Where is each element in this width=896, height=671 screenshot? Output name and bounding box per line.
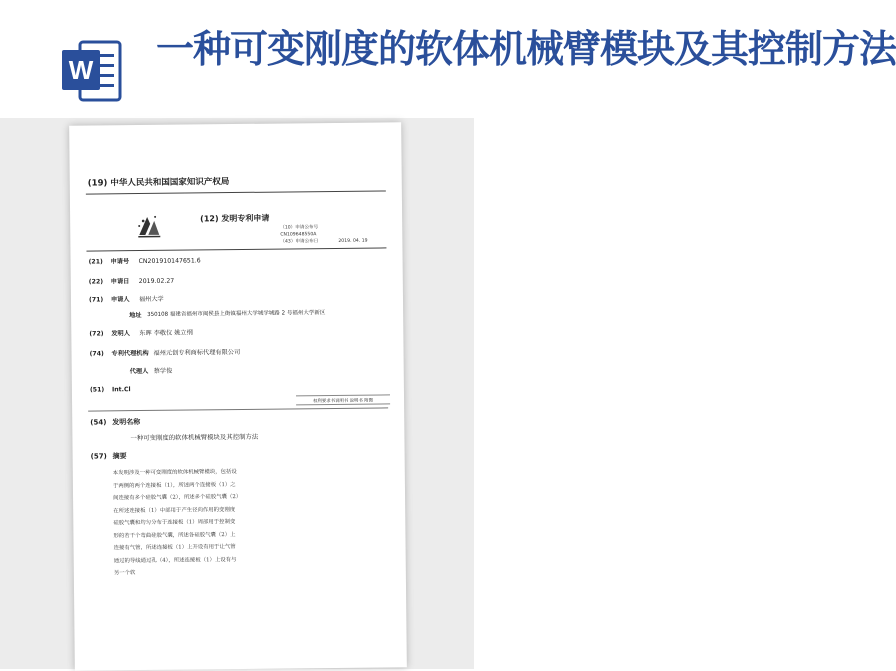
header-divider <box>86 190 386 194</box>
field-code: (51) <box>89 386 105 394</box>
abstract-label: 摘要 <box>112 452 127 461</box>
field-label: 专利代理机构 <box>111 349 149 358</box>
field-label: 代理人 <box>129 367 149 376</box>
field-value: 2019.02.27 <box>138 277 175 286</box>
watermark <box>149 258 373 390</box>
invention-title: 一种可变刚度的软体机械臂模块及其控制方法 <box>130 432 259 443</box>
section-box: 权利要求书说明书 说明书 附图 <box>296 394 390 405</box>
field-value: 福州元创专利商标代理有限公司 <box>153 348 241 357</box>
title-label: 发明名称 <box>112 418 141 427</box>
field-label: 申请人 <box>110 296 130 304</box>
patent-document <box>69 122 407 670</box>
field-code: (22) <box>88 278 104 286</box>
cnipa-seal-icon <box>134 211 164 241</box>
field-label: 申请号 <box>110 258 130 266</box>
word-document-icon <box>62 38 122 104</box>
field-label: 申请日 <box>110 278 130 286</box>
field-code: (71) <box>88 296 104 304</box>
field-value: 350108 福建省福州市闽侯县上街镇福州大学城学城路 2 号福州大学新区 <box>147 310 326 318</box>
banner-title: 一种可变刚度的软体机械臂模块及其控制方法 <box>156 27 896 71</box>
field-label: 发明人 <box>111 330 130 338</box>
fields-divider <box>88 407 388 411</box>
header-banner <box>0 0 896 118</box>
field-value: CN201910147651.6 <box>138 257 201 266</box>
office-line: (19) 中华人民共和国国家知识产权局 <box>87 177 230 189</box>
word-letter: W <box>68 55 94 85</box>
field-value: 蔡学俊 <box>153 367 173 375</box>
pub-date-label: （43）申请公布日 <box>280 239 319 245</box>
abstract-code: (57) <box>90 452 107 461</box>
pub-date-value: 2019. 04. 19 <box>338 238 368 244</box>
title-code: (54) <box>90 418 107 427</box>
pub-no-value: CN109648550A <box>280 232 317 238</box>
field-value: 福州大学 <box>138 295 164 304</box>
field-code: (74) <box>89 350 104 358</box>
field-code: (21) <box>88 258 103 266</box>
field-label: Int.Cl <box>111 386 131 394</box>
field-value: 东晖 李敬仪 姚立纲 <box>139 329 193 338</box>
abstract-text: 本发明涉及一种可变刚度的软体机械臂模块，包括设于两侧的两个连接板（1），所述两个连接板（1）之间连接有多个硅胶气囊（2），所述多个硅胶气囊（2）在所述连接板（1）中部用于产生径向作用的变刚度硅胶气囊和均匀分布于连接板（1）周部用于控制变形的若干个弯曲硅胶气囊，所述各硅胶气囊（2）上连接有气管，所述连接板（1）上开设有用于让气管通过的导线通过孔（4），所述连接板（1）上设有与另一个软 <box>112 469 239 577</box>
pub-no-label: （10）申请公布号 <box>280 225 319 231</box>
field-label: 地址 <box>129 312 142 320</box>
field-code: (72) <box>89 330 104 338</box>
meta-divider <box>86 247 386 251</box>
doc-type: (12) 发明专利申请 <box>200 213 270 224</box>
